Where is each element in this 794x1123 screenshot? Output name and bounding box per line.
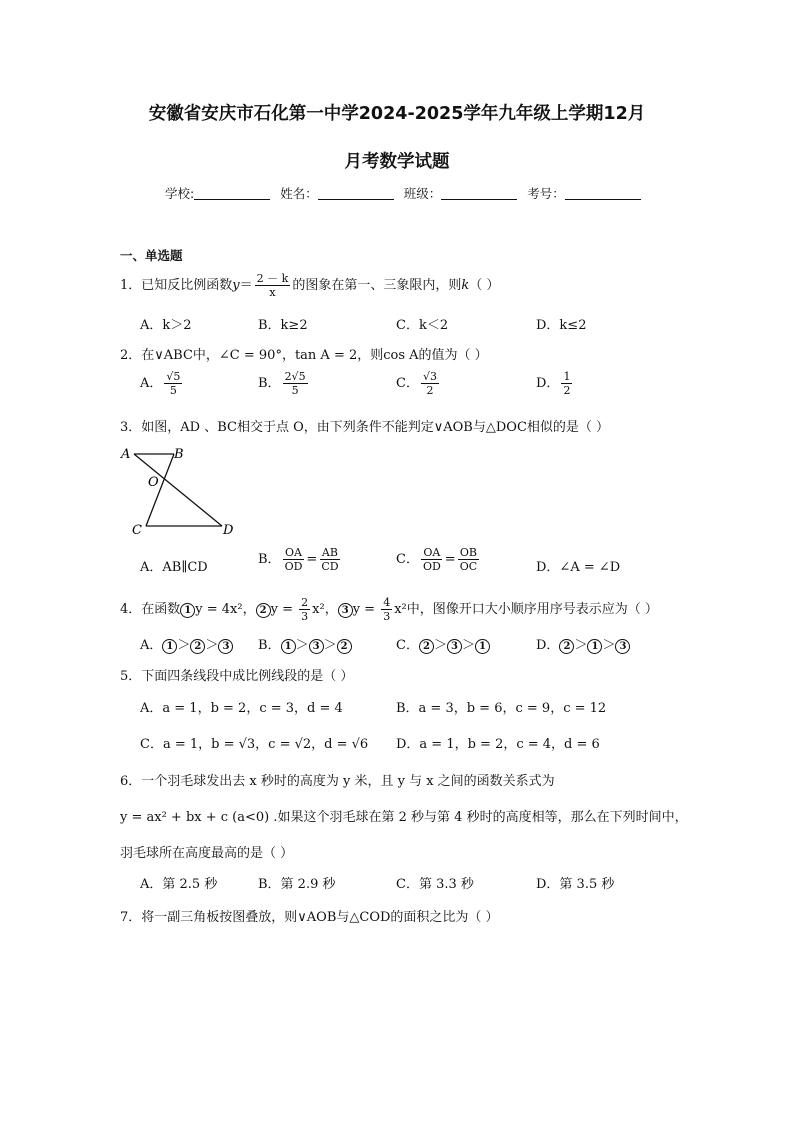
q2-option-b[interactable] [258, 370, 310, 397]
q3-b-frac1 [283, 546, 305, 573]
q6-option-b[interactable]: B．第 2.9 秒 [258, 877, 336, 892]
circled-1-icon: 1 [180, 603, 195, 618]
q3-figure [118, 442, 242, 538]
q3-option-a[interactable]: A．AB∥CD [140, 560, 208, 575]
school-blank[interactable] [194, 186, 270, 200]
circled-3-icon: 3 [218, 639, 233, 654]
q2-d-den: 2 [563, 384, 571, 397]
class-label: 班级： [403, 186, 442, 201]
q2-b-num: 2√5 [284, 370, 306, 383]
q3-b-d2: CD [321, 560, 339, 573]
q1-var-k: k [461, 278, 470, 293]
q4-d-label: D． [536, 638, 560, 653]
q3-c-frac1 [421, 546, 443, 573]
q3-c-label: C． [396, 552, 419, 567]
q4-f2-den: 3 [301, 610, 309, 623]
label-o: O [148, 475, 159, 490]
q6-option-d[interactable]: D．第 3.5 秒 [536, 877, 615, 892]
q2-b-label: B． [258, 376, 281, 391]
segment-bc [146, 454, 174, 526]
question-2: 2．在∨ABC中，∠C = 90°，tan A = 2，则cos A的值为（ ） [120, 348, 488, 363]
q4-func-3-frac [381, 596, 392, 623]
q2-option-a[interactable] [140, 370, 184, 397]
q3-b-label: B． [258, 552, 281, 567]
q3-b-n2: AB [321, 546, 338, 559]
section-heading: 一、单选题 [120, 248, 183, 263]
q6-option-a[interactable]: A．第 2.5 秒 [140, 877, 218, 892]
label-d: D [223, 523, 234, 538]
q2-c-num: √3 [422, 370, 437, 383]
q2-d-fraction [561, 370, 572, 397]
label-a: A [121, 447, 131, 462]
circled-1-icon: 1 [587, 639, 602, 654]
q2-d-label: D． [536, 376, 560, 391]
q3-c-d2: OC [459, 560, 478, 573]
name-blank[interactable] [318, 186, 394, 200]
q3-c-d1: OD [422, 560, 441, 573]
school-label: 学校: [165, 186, 195, 201]
circled-2-icon: 2 [419, 639, 434, 654]
segment-ad [134, 454, 222, 526]
q1-equals: ＝ [239, 278, 253, 293]
class-blank[interactable] [441, 186, 517, 200]
q3-option-d[interactable]: D．∠A = ∠D [536, 560, 621, 575]
q1-number: 1． [120, 278, 142, 293]
page-title-line2: 月考数学试题 [344, 152, 450, 172]
circled-1-icon: 1 [281, 639, 296, 654]
q1-option-b[interactable]: B．k≥2 [258, 318, 308, 333]
question-1 [120, 272, 499, 299]
circled-3-icon: 3 [309, 639, 324, 654]
q2-a-label: A． [140, 376, 163, 391]
circled-2-icon: 2 [190, 639, 205, 654]
q3-b-n1: OA [285, 546, 302, 559]
q4-func-2-pre: y = [270, 602, 298, 617]
q2-c-den: 2 [426, 384, 434, 397]
q1-fraction [255, 272, 291, 299]
question-4: 4．在函数 1 y = 4x²， 2 y = $\frac{2}{3}$ x²， 3 y = $\frac{4}{3}$ x²中，图像开口大小顺序用序号表示应为（ ） [120, 596, 658, 623]
question-6-line-2: y = ax² + bx + c (a<0) .如果这个羽毛球在第 2 秒与第 4 秒时的高度相等，那么在下列时间中， [120, 810, 688, 825]
q1-option-c[interactable]: C．k＜2 [396, 318, 449, 333]
q4-text-pre: 4．在函数 [120, 602, 181, 617]
circled-3-icon: 3 [447, 639, 462, 654]
q2-a-den: 5 [169, 384, 177, 397]
q4-b-label: B． [258, 638, 281, 653]
student-info-row [165, 184, 647, 202]
q1-answer-paren: （ ） [469, 278, 500, 293]
q5-option-c[interactable]: C．a = 1，b = √3，c = √2，d = √6 [140, 737, 369, 752]
q1-var-y: y [232, 278, 240, 293]
exam-no-blank[interactable] [565, 186, 641, 200]
circled-3-icon: 3 [338, 603, 353, 618]
question-3: 3．如图，AD 、BC相交于点 O，由下列条件不能判定∨AOB与△DOC相似的是（ ） [120, 420, 610, 435]
q2-a-num: √5 [166, 370, 181, 383]
q1-text-pre: 已知反比例函数 [141, 278, 233, 293]
exam-no-label: 考号： [527, 186, 565, 201]
label-c: C [132, 523, 142, 538]
circled-2-icon: 2 [337, 639, 352, 654]
q4-f3-num: 4 [383, 596, 391, 609]
q3-c-n1: OA [423, 546, 441, 559]
q4-func-2-frac [299, 596, 310, 623]
q3-option-b[interactable]: B． $\frac{OA}{OD}$ = $\frac{AB}{CD}$ [258, 546, 339, 573]
q4-a-label: A． [140, 638, 163, 653]
q4-func-1: y = 4x² [195, 602, 243, 617]
q4-func-2-post: x² [312, 602, 325, 617]
q4-option-b[interactable]: B． 1 ＞ 3 ＞ 2 [258, 634, 352, 654]
name-label: 姓名： [280, 186, 318, 201]
question-5: 5．下面四条线段中成比例线段的是（ ） [120, 669, 354, 684]
q4-f2-num: 2 [301, 596, 309, 609]
q3-option-c[interactable]: C． $\frac{OA}{OD}$ = $\frac{OB}{OC}$ [396, 546, 478, 573]
q4-func-3-pre: y = [352, 602, 380, 617]
q6-option-c[interactable]: C．第 3.3 秒 [396, 877, 474, 892]
q1-frac-den: x [269, 286, 276, 299]
circled-1-icon: 1 [162, 639, 177, 654]
circled-3-icon: 3 [615, 639, 630, 654]
q5-option-a[interactable]: A．a = 1，b = 2，c = 3，d = 4 [140, 701, 343, 716]
q4-option-d[interactable]: D． 2 ＞ 1 ＞ 3 [536, 634, 630, 654]
q3-c-frac2 [458, 546, 479, 573]
q4-text-post: 中，图像开口大小顺序用序号表示应为（ ） [406, 602, 658, 617]
q3-b-d1: OD [284, 560, 303, 573]
q2-option-c[interactable] [396, 370, 441, 397]
q3-c-n2: OB [459, 546, 477, 559]
q4-f3-den: 3 [383, 610, 391, 623]
q1-option-d[interactable]: D．k≤2 [536, 318, 587, 333]
q2-d-num: 1 [563, 370, 571, 383]
q1-option-a[interactable]: A．k＞2 [140, 318, 192, 333]
circled-1-icon: 1 [475, 639, 490, 654]
q2-a-fraction [164, 370, 182, 397]
q2-b-fraction [283, 370, 308, 397]
circled-2-icon: 2 [559, 639, 574, 654]
circled-2-icon: 2 [256, 603, 271, 618]
question-7: 7．将一副三角板按图叠放，则∨AOB与△COD的面积之比为（ ） [120, 910, 499, 925]
q4-option-a[interactable]: A． 1 ＞ 2 ＞ 3 [140, 634, 233, 654]
q2-c-fraction [421, 370, 439, 397]
q4-func-3-post: x² [394, 602, 407, 617]
q4-c-label: C． [396, 638, 419, 653]
q1-text-post: 的图象在第一、三象限内，则 [292, 278, 462, 293]
q5-option-b[interactable]: B．a = 3，b = 6，c = 9，c = 12 [396, 701, 607, 716]
question-6-line-3: 羽毛球所在高度最高的是（ ） [120, 846, 294, 861]
page-title-line1: 安徽省安庆市石化第一中学2024-2025学年九年级上学期12月 [148, 104, 646, 124]
q2-option-d[interactable] [536, 370, 574, 397]
q2-c-label: C． [396, 376, 419, 391]
q1-frac-num: 2 － k [256, 272, 289, 285]
q2-b-den: 5 [291, 384, 299, 397]
question-6-line-1: 6．一个羽毛球发出去 x 秒时的高度为 y 米，且 y 与 x 之间的函数关系式为 [120, 774, 555, 789]
label-b: B [174, 447, 184, 462]
q4-option-c[interactable]: C． 2 ＞ 3 ＞ 1 [396, 634, 490, 654]
q3-b-frac2 [319, 546, 340, 573]
q5-option-d[interactable]: D．a = 1，b = 2，c = 4，d = 6 [396, 737, 600, 752]
